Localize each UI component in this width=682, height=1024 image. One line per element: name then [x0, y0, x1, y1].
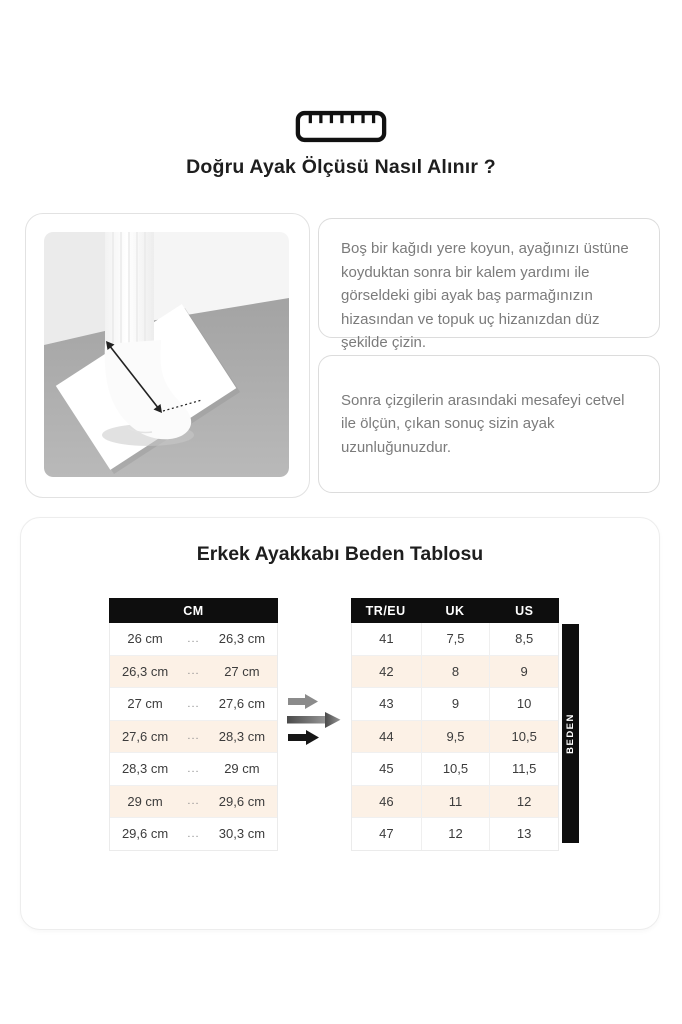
- beden-side-label: BEDEN: [565, 713, 577, 754]
- cm-table-row: [110, 655, 277, 688]
- cm-table-row: [110, 720, 277, 753]
- intl-table-row: [352, 785, 558, 818]
- size-tr-eu: 43: [379, 696, 394, 712]
- size-us: 8,5: [489, 623, 558, 655]
- size-us: 13: [489, 818, 558, 850]
- foot-measurement-photo: [44, 232, 289, 477]
- ruler-icon: [0, 110, 682, 148]
- foot-measurement-photo-card: [25, 213, 310, 498]
- cm-max-value: 26,3 cm: [218, 631, 266, 647]
- size-tr-eu: 44: [379, 728, 394, 744]
- intl-table-row: [352, 817, 558, 850]
- instruction-step-2: [318, 355, 660, 493]
- cm-table-row: [110, 785, 277, 818]
- cm-table-body: [109, 623, 278, 851]
- intl-table-row: [352, 720, 558, 753]
- size-tr-eu: 42: [379, 663, 394, 679]
- instruction-step-1: [318, 218, 660, 351]
- cm-range-separator: ...: [187, 795, 200, 808]
- size-uk: 11: [421, 786, 490, 818]
- cm-range-separator: ...: [187, 632, 200, 645]
- intl-table-row: [352, 655, 558, 688]
- intl-table-row: [352, 752, 558, 785]
- cm-min-value: 26,3 cm: [121, 663, 169, 679]
- intl-table-header: [351, 598, 559, 623]
- col-header-tr-eu: TR/EU: [365, 603, 406, 618]
- cm-min-value: 27,6 cm: [121, 728, 169, 744]
- size-tr-eu: 46: [379, 793, 394, 809]
- cm-table-header-label: CM: [183, 603, 204, 618]
- size-us: 10: [489, 688, 558, 720]
- cm-table-row: [110, 687, 277, 720]
- cm-max-value: 27,6 cm: [218, 696, 266, 712]
- cm-min-value: 26 cm: [127, 631, 163, 647]
- size-table-title: Erkek Ayakkabı Beden Tablosu: [196, 543, 484, 565]
- size-tr-eu: 47: [379, 826, 394, 842]
- instruction-step-2-text: Sonra çizgilerin arasındaki mesafeyi cetvel ile ölçün, çıkan sonuç sizin ayak uzunluğunuzdur.: [341, 391, 625, 456]
- cm-max-value: 29,6 cm: [218, 793, 266, 809]
- cm-min-value: 29,6 cm: [121, 826, 169, 842]
- cm-range-separator: ...: [187, 730, 200, 743]
- size-tr-eu: 45: [379, 761, 394, 777]
- cm-max-value: 28,3 cm: [218, 728, 266, 744]
- intl-table-body: [351, 623, 559, 851]
- cm-range-separator: ...: [187, 697, 200, 710]
- size-us: 11,5: [489, 753, 558, 785]
- size-table-card: [20, 517, 660, 930]
- size-us: 12: [489, 786, 558, 818]
- size-us: 10,5: [489, 721, 558, 753]
- size-tr-eu: 41: [379, 631, 394, 647]
- cm-min-value: 27 cm: [127, 696, 163, 712]
- size-uk: 9,5: [421, 721, 490, 753]
- intl-size-table: [351, 598, 559, 851]
- cm-range-separator: ...: [187, 665, 200, 678]
- cm-max-value: 30,3 cm: [218, 826, 266, 842]
- cm-table-row: [110, 623, 277, 655]
- col-header-us: US: [515, 603, 534, 618]
- size-us: 9: [489, 656, 558, 688]
- col-header-uk: UK: [445, 603, 465, 618]
- size-uk: 9: [421, 688, 490, 720]
- intl-table-row: [352, 623, 558, 655]
- cm-range-separator: ...: [187, 762, 200, 775]
- size-uk: 10,5: [421, 753, 490, 785]
- conversion-arrows-icon: [284, 688, 346, 755]
- cm-max-value: 29 cm: [224, 761, 260, 777]
- page-title: Doğru Ayak Ölçüsü Nasıl Alınır ?: [186, 156, 496, 178]
- cm-table: [109, 598, 278, 851]
- size-uk: 12: [421, 818, 490, 850]
- size-uk: 7,5: [421, 623, 490, 655]
- instruction-step-1-text: Boş bir kağıdı yere koyun, ayağınızı üstüne koyduktan sonra bir kalem yardımı ile görseldeki gibi ayak baş parmağınızın hizasından ve topuk uç hizanızdan düz şekilde çizin.: [341, 240, 629, 351]
- cm-table-row: [110, 817, 277, 850]
- beden-side-label-bar: [562, 624, 579, 843]
- size-uk: 8: [421, 656, 490, 688]
- cm-max-value: 27 cm: [224, 663, 260, 679]
- cm-min-value: 29 cm: [127, 793, 163, 809]
- intl-table-row: [352, 687, 558, 720]
- cm-range-separator: ...: [187, 827, 200, 840]
- cm-table-header: [109, 598, 278, 623]
- cm-min-value: 28,3 cm: [121, 761, 169, 777]
- cm-table-row: [110, 752, 277, 785]
